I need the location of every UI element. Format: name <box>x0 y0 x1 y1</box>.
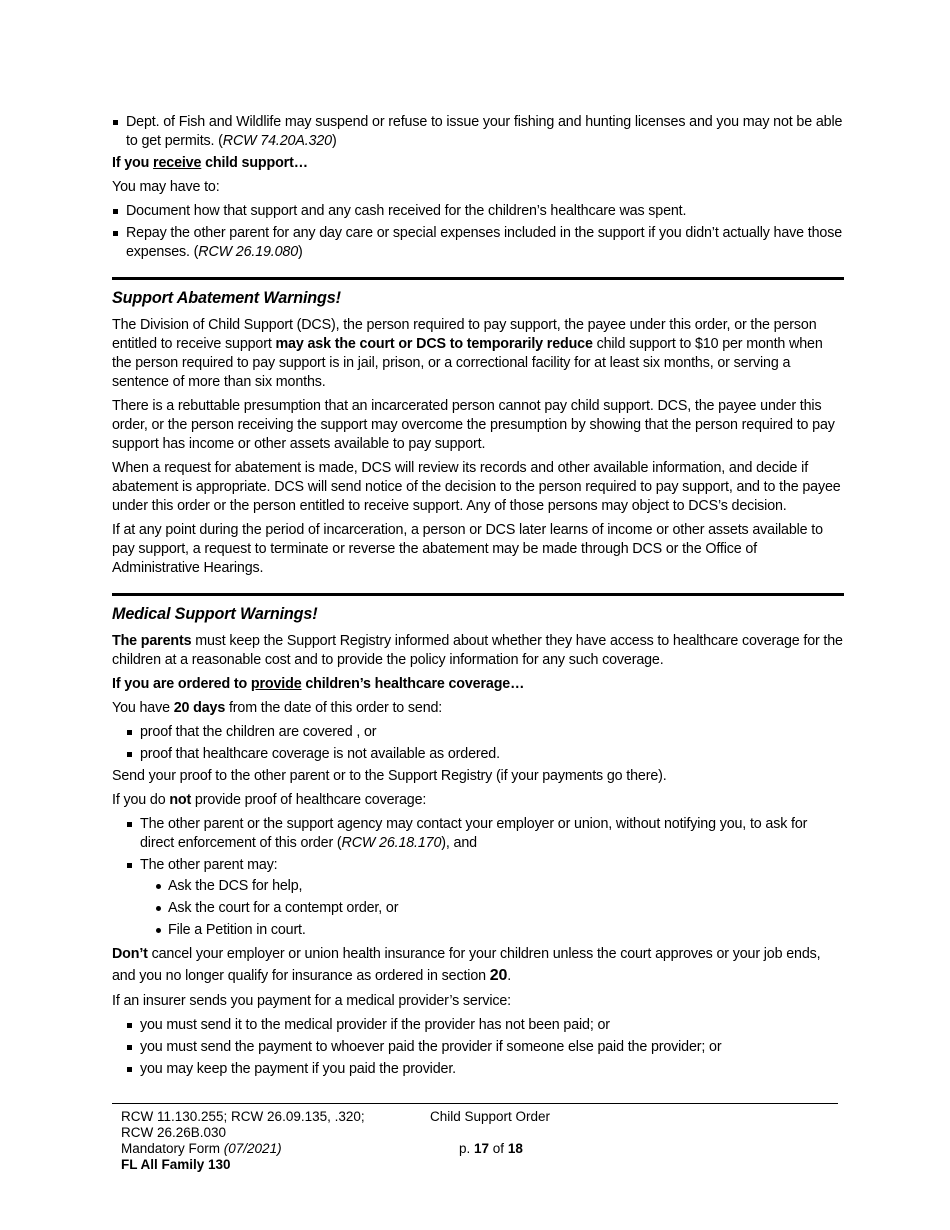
list-item: File a Petition in court. <box>140 921 844 940</box>
dont-cancel-text: Don’t cancel your employer or union health insurance for your children unless the court approves or your job ends, and you no longer qualify for insurance as ordered in section 20. <box>112 946 821 984</box>
fish-wildlife-bullet: Dept. of Fish and Wildlife may suspend or refuse to issue your fishing and hunting licenses and you may not be able to get permits. (RCW 74.20A.320) <box>112 113 844 151</box>
citation: RCW 26.18.170 <box>341 835 442 851</box>
list-item: Ask the DCS for help, <box>140 877 844 896</box>
list-item: you must send the payment to whoever paid the provider if someone else paid the provider; or <box>112 1038 844 1057</box>
list-item: you must send it to the medical provider if the provider has not been paid; or <box>112 1016 844 1035</box>
employer-bullet: The other parent or the support agency may contact your employer or union, without notifying you, to ask for direct enforcement of this order (RCW 26.18.170), and <box>112 815 844 853</box>
document-bullet: Document how that support and any cash received for the children’s healthcare was spent. <box>112 202 844 221</box>
abatement-paragraph-2: There is a rebuttable presumption that an incarcerated person cannot pay child support. DCS, the payee under this order, or the person receiving the support may overcome the presumption by showing that the person required to pay support has income or other assets available to pay support. <box>112 398 835 452</box>
page-number: p. 17 of 18 <box>459 1141 523 1156</box>
list-item: Ask the court for a contempt order, or <box>140 899 844 918</box>
section-number: 20 <box>489 967 508 984</box>
send-proof-text: Send your proof to the other parent or to the Support Registry (if your payments go there). <box>112 768 667 784</box>
insurer-list <box>112 1016 844 1079</box>
proof-list <box>112 723 844 764</box>
abatement-paragraph-4: If at any point during the period of incarceration, a person or DCS later learns of income or other assets available to pay support, a request to terminate or reverse the abatement may be made through DCS or the Office of Administrative Hearings. <box>112 522 823 576</box>
page-footer <box>112 1103 838 1172</box>
section-divider <box>112 593 844 596</box>
ordered-heading: If you are ordered to provide children’s healthcare coverage… <box>112 676 525 692</box>
fish-list <box>112 113 844 151</box>
list-item: you may keep the payment if you paid the provider. <box>112 1060 844 1079</box>
rcw-line-1: RCW 11.130.255; RCW 26.09.135, .320; <box>121 1109 365 1124</box>
page-content <box>112 113 844 1082</box>
enforcement-list <box>112 815 844 940</box>
mandatory-form: Mandatory Form (07/2021) <box>121 1141 282 1156</box>
section-divider <box>112 277 844 280</box>
abatement-paragraph-3: When a request for abatement is made, DCS will review its records and other available information, and decide if abatement is appropriate. DCS will send notice of the decision to the person required to pay support, and to the payee under this order or the person entitled to receive support. Any of those persons may object to DCS’s decision. <box>112 460 841 514</box>
repay-bullet: Repay the other parent for any day care or special expenses included in the support if you didn’t actually have those expenses. (RCW 26.19.080) <box>112 224 844 262</box>
abatement-paragraph-1: The Division of Child Support (DCS), the person required to pay support, the payee under this order, or the person entitled to receive support may ask the court or DCS to temporarily reduce child support to $10 per month when the person required to pay support is in jail, prison, or a correctional facility for at least six months, or serving a sentence of more than six months. <box>112 317 823 390</box>
list-item: proof that healthcare coverage is not available as ordered. <box>112 745 844 764</box>
insurer-text: If an insurer sends you payment for a medical provider’s service: <box>112 993 511 1009</box>
other-parent-bullet: The other parent may: Ask the DCS for help, Ask the court for a contempt order, or File a Petition in court. <box>112 856 844 940</box>
receive-heading: If you receive child support… <box>112 155 308 171</box>
citation: RCW 74.20A.320 <box>222 133 332 149</box>
not-provide-text: If you do not provide proof of healthcare coverage: <box>112 792 427 808</box>
document-title: Child Support Order <box>430 1109 551 1124</box>
other-parent-options <box>140 877 844 940</box>
medical-title: Medical Support Warnings! <box>112 605 318 623</box>
twenty-days-text: You have 20 days from the date of this order to send: <box>112 700 443 716</box>
list-item: proof that the children are covered , or <box>112 723 844 742</box>
abatement-title: Support Abatement Warnings! <box>112 289 341 307</box>
footer-middle <box>430 1109 630 1157</box>
medical-paragraph-1: The parents must keep the Support Registry informed about whether they have access to healthcare coverage for the children at a reasonable cost and to provide the policy information for any such coverage. <box>112 633 843 668</box>
may-have-text: You may have to: <box>112 179 220 195</box>
form-id: FL All Family 130 <box>121 1157 231 1172</box>
receive-list <box>112 202 844 262</box>
rcw-line-2: RCW 26.26B.030 <box>121 1125 227 1140</box>
citation: RCW 26.19.080 <box>198 244 299 260</box>
footer-left <box>121 1109 421 1173</box>
